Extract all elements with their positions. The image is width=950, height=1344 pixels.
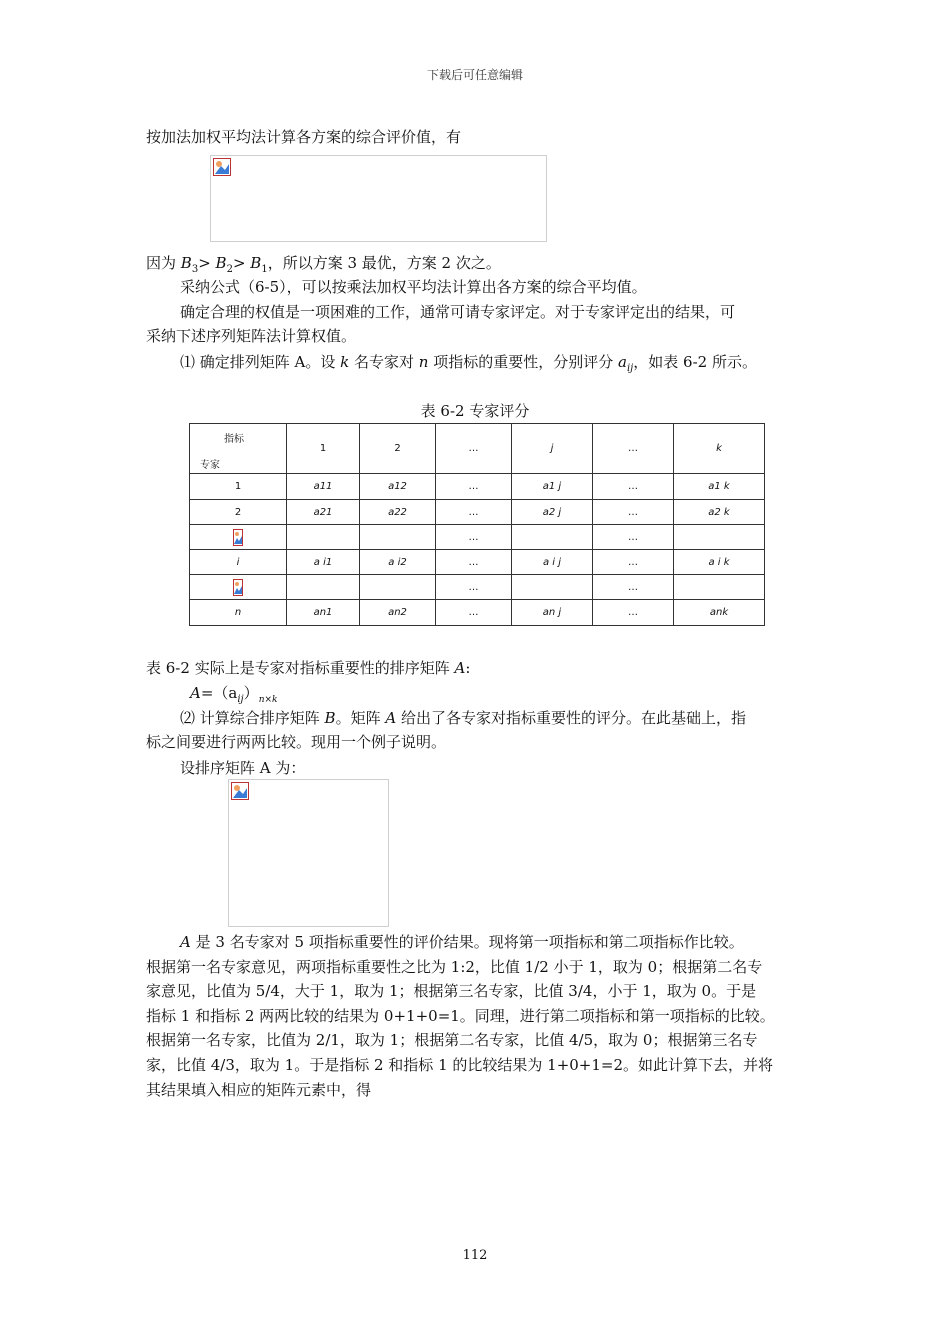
table-cell: a i k xyxy=(674,550,765,575)
table-cell: … xyxy=(436,525,512,550)
table-row xyxy=(190,550,765,575)
table-cell: … xyxy=(436,474,512,500)
broken-image-icon xyxy=(213,158,231,176)
col-header: 1 xyxy=(287,424,360,474)
table-cell xyxy=(287,525,360,550)
paragraph-step2-line1: ⑵ 计算综合排序矩阵 B。矩阵 A 给出了各专家对指标重要性的评分。在此基础上，指 xyxy=(180,709,746,727)
table-cell xyxy=(287,575,360,600)
paragraph-example-line5: 根据第一名专家，比值为 2/1，取为 1；根据第二名专家，比值 4/5，取为 0；根据第三名专 xyxy=(146,1031,758,1049)
table-cell: … xyxy=(593,575,674,600)
col-header: … xyxy=(593,424,674,474)
corner-indicator-label: 指标 xyxy=(224,434,244,445)
table-cell: a1 k xyxy=(674,474,765,500)
table-cell: an2 xyxy=(360,600,436,626)
table-cell: 2 xyxy=(190,500,287,525)
paragraph-ranking: 因为 $B_3> B_2> B_1$，所以方案 3 最优，方案 2 次之。 xyxy=(146,254,501,275)
table-header-row xyxy=(190,424,765,474)
matrix-image-placeholder xyxy=(228,779,389,927)
table-cell xyxy=(674,575,765,600)
table-row xyxy=(190,474,765,500)
paragraph-weights-line1: 确定合理的权值是一项困难的工作，通常可请专家评定。对于专家评定出的结果，可 xyxy=(180,303,736,321)
paragraph-example-line4: 指标 1 和指标 2 两两比较的结果为 0+1+0=1。同理，进行第二项指标和第一项指标的比较。 xyxy=(146,1007,775,1025)
table-cell: a22 xyxy=(360,500,436,525)
table-cell: a2 j xyxy=(512,500,593,525)
corner-cell xyxy=(190,424,287,474)
table-cell: … xyxy=(436,500,512,525)
table-cell: i xyxy=(190,550,287,575)
table-cell xyxy=(360,575,436,600)
paragraph-example-line2: 根据第一名专家意见，两项指标重要性之比为 1:2，比值 1/2 小于 1，取为 0；根据第二名专 xyxy=(146,958,763,976)
table-cell: a i1 xyxy=(287,550,360,575)
col-header: j xyxy=(512,424,593,474)
paragraph-example-line6: 家，比值 4/3，取为 1。于是指标 2 和指标 1 的比较结果为 1+0+1=2。如此计算下去，并将 xyxy=(146,1056,774,1074)
paragraph-example-line7: 其结果填入相应的矩阵元素中，得 xyxy=(146,1081,372,1099)
table-row xyxy=(190,525,765,550)
paragraph-set-matrix: 设排序矩阵 A 为： xyxy=(180,759,306,777)
page-number: 112 xyxy=(462,1248,488,1263)
col-header: 2 xyxy=(360,424,436,474)
table-caption: 表 6-2 专家评分 xyxy=(420,402,530,420)
table-cell: a i j xyxy=(512,550,593,575)
page-header: 下载后可任意编辑 xyxy=(426,68,523,82)
col-header: … xyxy=(436,424,512,474)
table-cell: n xyxy=(190,600,287,626)
paragraph-example-line3: 家意见，比值为 5/4，大于 1，取为 1；根据第三名专家，比值 3/4，小于 1，取为 0。于是 xyxy=(146,982,757,1000)
table-cell: a11 xyxy=(287,474,360,500)
vertical-ellipsis-image-icon xyxy=(233,529,243,546)
table-cell xyxy=(512,525,593,550)
table-cell: a1 j xyxy=(512,474,593,500)
formula-image-placeholder xyxy=(210,155,547,242)
table-cell: … xyxy=(436,575,512,600)
paragraph-step2-line2: 标之间要进行两两比较。现用一个例子说明。 xyxy=(146,733,447,751)
table-cell: … xyxy=(593,474,674,500)
table-cell: ank xyxy=(674,600,765,626)
col-header: k xyxy=(674,424,765,474)
table-cell: … xyxy=(436,600,512,626)
vertical-ellipsis-image-icon xyxy=(233,579,243,596)
paragraph-weights-line2: 采纳下述序列矩阵法计算权值。 xyxy=(146,327,357,345)
paragraph-matrix-a: 表 6-2 实际上是专家对指标重要性的排序矩阵 A: xyxy=(146,659,471,677)
paragraph-example-line1: A 是 3 名专家对 5 项指标重要性的评价结果。现将第一项指标和第二项指标作比较。 xyxy=(180,933,744,951)
table-cell: 1 xyxy=(190,474,287,500)
table-cell: a12 xyxy=(360,474,436,500)
broken-image-icon xyxy=(231,782,249,800)
expert-score-table xyxy=(189,423,765,626)
table-cell: … xyxy=(593,600,674,626)
table-cell: an j xyxy=(512,600,593,626)
table-cell xyxy=(512,575,593,600)
table-cell: … xyxy=(593,525,674,550)
table-cell: … xyxy=(593,500,674,525)
paragraph-step1: ⑴ 确定排列矩阵 A。设 k 名专家对 n 项指标的重要性，分别评分 $a_{ij}$，如表 6-2 所示。 xyxy=(180,353,757,374)
table-cell: … xyxy=(436,550,512,575)
table-cell xyxy=(190,575,287,600)
corner-expert-label: 专家 xyxy=(200,460,220,471)
table-row xyxy=(190,500,765,525)
table-cell xyxy=(360,525,436,550)
table-cell xyxy=(190,525,287,550)
table-cell: … xyxy=(593,550,674,575)
paragraph-weighted-average: 按加法加权平均法计算各方案的综合评价值，有 xyxy=(146,128,462,146)
table-row xyxy=(190,600,765,626)
paragraph-formula-6-5: 采纳公式（6-5），可以按乘法加权平均法计算出各方案的综合平均值。 xyxy=(180,278,647,296)
equation-a-matrix: $A=(a_{ij})_{n\times k}$ xyxy=(190,684,278,705)
table-cell: an1 xyxy=(287,600,360,626)
table-cell: a i2 xyxy=(360,550,436,575)
table-cell xyxy=(674,525,765,550)
table-row xyxy=(190,575,765,600)
table-cell: a21 xyxy=(287,500,360,525)
table-cell: a2 k xyxy=(674,500,765,525)
